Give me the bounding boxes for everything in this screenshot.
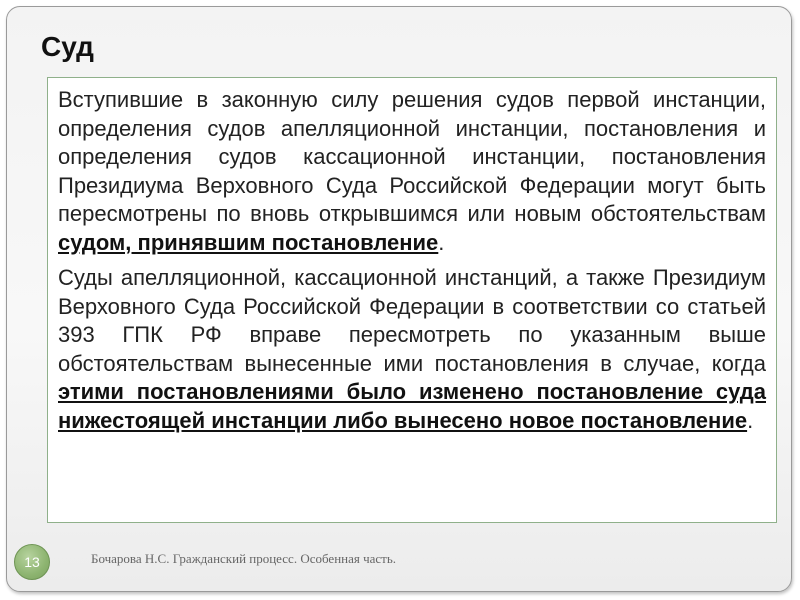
paragraph-1-emphasis: судом, принявшим постановление (58, 229, 439, 255)
paragraph-2-tail: . (747, 407, 754, 433)
slide (6, 6, 792, 592)
slide-title: Суд (41, 31, 94, 62)
footer-author: Бочарова Н.С. Гражданский процесс. Особенная часть. (91, 551, 397, 566)
page-number-badge: 13 (14, 544, 50, 580)
paragraph-2-emphasis: этими постановлениями было изменено постановление суда нижестоящей инстанции либо вынесено новое постановление (58, 379, 766, 433)
paragraph-2-text: Суды апелляционной, кассационной инстанций, а также Президиум Верховного Суда Российской Федерации в соответствии со статьей 393 ГПК РФ вправе пересмотреть по указанным выше обстоятельствам вынесенные ими постановления в случае, когда (58, 265, 766, 376)
paragraph-1-tail: . (438, 229, 445, 255)
paragraph-1 (58, 86, 766, 257)
paragraph-1-text: Вступившие в законную силу решения судов первой инстанции, определения судов апелляционной инстанции, постановления и определения судов кассационной инстанции, постановления Президиума Верховного Суда Российской Федерации могут быть пересмотрены по вновь открывшимся или новым обстоятельствам (58, 87, 766, 226)
paragraph-2 (58, 264, 766, 435)
content-box (47, 77, 777, 523)
